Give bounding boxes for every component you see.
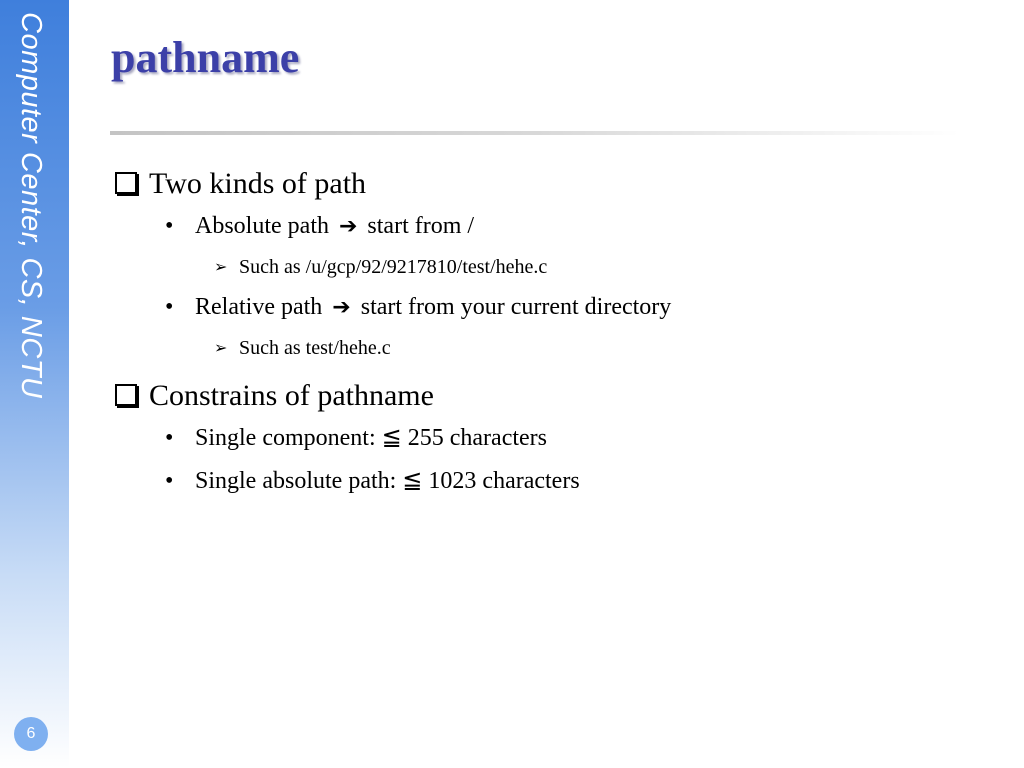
bullet-icon: • bbox=[165, 294, 174, 320]
sidebar-label: Computer Center, CS, NCTU bbox=[15, 12, 47, 399]
bullet-icon: • bbox=[165, 213, 174, 239]
checkbox-bullet-icon bbox=[115, 172, 137, 194]
sub-item-text: Such as test/hehe.c bbox=[239, 337, 391, 359]
list-item bbox=[113, 461, 993, 501]
item-text: Single absolute path: ≦ 1023 characters bbox=[195, 468, 580, 494]
item-rest: start from your current directory bbox=[360, 294, 672, 320]
list-item bbox=[113, 206, 993, 247]
triangle-bullet-icon: ➢ bbox=[214, 257, 228, 276]
sub-item-text: Such as /u/gcp/92/9217810/test/hehe.c bbox=[239, 256, 548, 278]
list-item bbox=[113, 418, 993, 458]
slide-content bbox=[113, 162, 993, 501]
bullet-icon: • bbox=[165, 425, 174, 451]
item-label: Relative path bbox=[195, 294, 323, 320]
page-number-badge: 6 bbox=[14, 717, 48, 751]
item-rest: start from / bbox=[367, 213, 475, 239]
sidebar bbox=[0, 0, 69, 768]
right-arrow-icon: ➔ bbox=[338, 214, 358, 239]
slide-title: pathname bbox=[111, 33, 300, 82]
list-item bbox=[113, 287, 993, 328]
section-heading bbox=[113, 162, 993, 206]
right-arrow-icon: ➔ bbox=[332, 295, 351, 320]
section-heading bbox=[113, 374, 993, 418]
section-heading-text: Two kinds of path bbox=[149, 167, 367, 200]
sub-list-item bbox=[113, 328, 993, 368]
item-text: Single component: ≦ 255 characters bbox=[195, 425, 548, 451]
item-label: Absolute path bbox=[195, 213, 329, 239]
sub-list-item bbox=[113, 247, 993, 287]
title-divider bbox=[110, 131, 960, 135]
checkbox-bullet-icon bbox=[115, 384, 137, 406]
bullet-icon: • bbox=[165, 468, 174, 494]
triangle-bullet-icon: ➢ bbox=[214, 338, 228, 357]
section-heading-text: Constrains of pathname bbox=[149, 379, 434, 412]
